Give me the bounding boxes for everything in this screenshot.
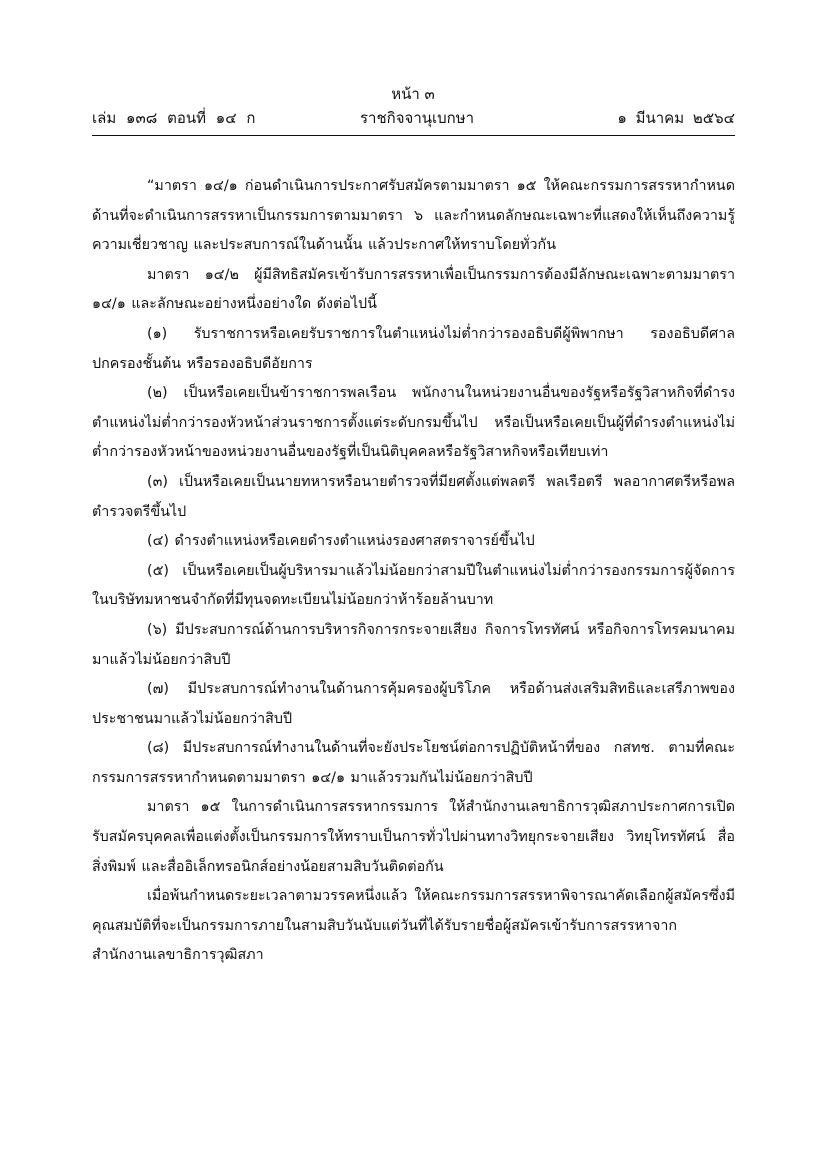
volume-issue: เล่ม ๑๓๘ ตอนที่ ๑๔ ก <box>92 109 256 127</box>
qualification-3: (๓) เป็นหรือเคยเป็นนายทหารหรือนายตำรวจที่มียศตั้งแต่พลตรี พลเรือตรี พลอากาศตรีหรือพลตำรวจตรีขึ้นไป <box>92 473 735 520</box>
gazette-name: ราชกิจจานุเบกษา <box>360 109 475 127</box>
header-divider <box>92 135 735 136</box>
qualification-5: (๕) เป็นหรือเคยเป็นผู้บริหารมาแล้วไม่น้อยกว่าสามปีในตำแหน่งไม่ต่ำกว่ารองกรรมการผู้จัดการในบริษัทมหาชนจำกัดที่มีทุนจดทะเบียนไม่น้อยกว่าห้าร้อยล้านบาท <box>92 562 735 609</box>
qualification-4: (๔) ดำรงตำแหน่งหรือเคยดำรงตำแหน่งรองศาสตราจารย์ขึ้นไป <box>147 533 535 550</box>
section-15-paragraph-2: เมื่อพ้นกำหนดระยะเวลาตามวรรคหนึ่งแล้ว ให้คณะกรรมการสรรหาพิจารณาคัดเลือกผู้สมัครซึ่งมีคุณสมบัติที่จะเป็นกรรมการภายในสามสิบวันนับแต่วันที่ได้รับรายชื่อผู้สมัครเข้ารับการสรรหาจากสำนักงานเลขาธิการวุฒิสภา <box>92 888 735 964</box>
page-number: หน้า ๓ <box>391 85 435 103</box>
qualification-2: (๒) เป็นหรือเคยเป็นข้าราชการพลเรือน พนักงานในหน่วยงานอื่นของรัฐหรือรัฐวิสาหกิจที่ดำรงตำแหน่งไม่ต่ำกว่ารองหัวหน้าส่วนราชการตั้งแต่ระดับกรมขึ้นไป หรือเป็นหรือเคยเป็นผู้ที่ดำรงตำแหน่งไม่ต่ำกว่ารองหัวหน้าของหน่วยงานอื่นของรัฐที่เป็นนิติบุคคลหรือรัฐวิสาหกิจหรือเทียบเท่า <box>92 385 735 461</box>
qualification-1: (๑) รับราชการหรือเคยรับราชการในตำแหน่งไม่ต่ำกว่ารองอธิบดีผู้พิพากษา รองอธิบดีศาลปกครองชั้นต้น หรือรองอธิบดีอัยการ <box>92 325 735 372</box>
document-body <box>92 172 735 971</box>
qualification-6: (๖) มีประสบการณ์ด้านการบริหารกิจการกระจายเสียง กิจการโทรทัศน์ หรือกิจการโทรคมนาคมมาแล้วไม่น้อยกว่าสิบปี <box>92 621 735 668</box>
section-14-1: “มาตรา ๑๔/๑ ก่อนดำเนินการประกาศรับสมัครตามมาตรา ๑๕ ให้คณะกรรมการสรรหากำหนดด้านที่จะดำเนินการสรรหาเป็นกรรมการตามมาตรา ๖ และกำหนดลักษณะเฉพาะที่แสดงให้เห็นถึงความรู้ ความเชี่ยวชาญ และประสบการณ์ในด้านนั้น แล้วประกาศให้ทราบโดยทั่วกัน <box>92 178 735 254</box>
gazette-header <box>92 108 735 130</box>
qualification-8: (๘) มีประสบการณ์ทำงานในด้านที่จะยังประโยชน์ต่อการปฏิบัติหน้าที่ของ กสทช. ตามที่คณะกรรมการสรรหากำหนดตามมาตรา ๑๔/๑ มาแล้วรวมกันไม่น้อยกว่าสิบปี <box>92 740 735 786</box>
section-14-2: มาตรา ๑๔/๒ ผู้มีสิทธิสมัครเข้ารับการสรรหาเพื่อเป็นกรรมการต้องมีลักษณะเฉพาะตามมาตรา ๑๔/๑ และลักษณะอย่างหนึ่งอย่างใด ดังต่อไปนี้ <box>92 266 735 313</box>
qualification-7: (๗) มีประสบการณ์ทำงานในด้านการคุ้มครองผู้บริโภค หรือด้านส่งเสริมสิทธิและเสรีภาพของประชาชนมาแล้วไม่น้อยกว่าสิบปี <box>92 681 735 727</box>
section-15: มาตรา ๑๕ ในการดำเนินการสรรหากรรมการ ให้สำนักงานเลขาธิการวุฒิสภาประกาศการเปิดรับสมัครบุคคลเพื่อแต่งตั้งเป็นกรรมการให้ทราบเป็นการทั่วไปผ่านทางวิทยุกระจายเสียง วิทยุโทรทัศน์ สื่อสิ่งพิมพ์ และสื่ออิเล็กทรอนิกส์อย่างน้อยสามสิบวันติดต่อกัน <box>92 799 735 875</box>
publication-date: ๑ มีนาคม ๒๕๖๔ <box>617 109 735 127</box>
